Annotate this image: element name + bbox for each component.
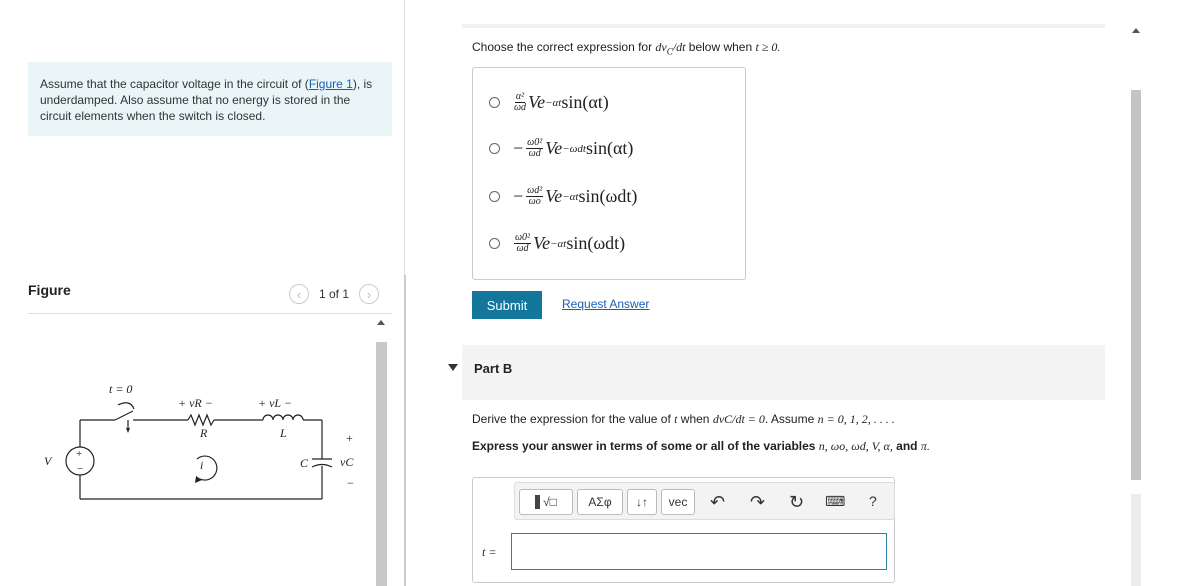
express-and: and	[892, 439, 921, 453]
page-scroll-thumb[interactable]	[1131, 90, 1141, 480]
option-4-radio[interactable]	[489, 238, 500, 249]
greek-button[interactable]: ΑΣφ	[577, 489, 623, 515]
derive-prefix: Derive the expression for the value of	[472, 412, 675, 426]
option-3-trig: sin(ωdt)	[578, 186, 638, 206]
math-toolbar	[514, 482, 895, 520]
part-b-title: Part B	[474, 361, 513, 376]
question-derivative: $dv_C/dt$	[655, 40, 686, 57]
panel-divider-dark	[404, 275, 406, 586]
page-scroll-up-icon[interactable]	[1132, 28, 1140, 33]
option-4-num: ω0²	[515, 232, 531, 243]
option-3-num: ωd²	[527, 185, 543, 196]
option-2-radio[interactable]	[489, 143, 500, 154]
problem-intro	[28, 62, 392, 136]
figure-divider	[28, 313, 392, 314]
option-1-den: ωd	[514, 102, 527, 113]
vr-label: + vR −	[178, 396, 213, 410]
figure-link[interactable]: Figure 1	[308, 77, 353, 91]
question-prefix: Choose the correct expression for	[472, 40, 656, 54]
next-figure-button[interactable]: ›	[359, 284, 379, 304]
express-text: Express your answer in terms of some or all of the variables	[472, 439, 819, 453]
part-a-question	[472, 40, 780, 56]
r-label: R	[200, 426, 208, 440]
question-mid: below when	[685, 40, 756, 54]
answer-input[interactable]	[511, 533, 887, 570]
express-instruction	[472, 439, 930, 454]
help-button[interactable]: ?	[869, 493, 877, 509]
vc-plus: +	[346, 431, 353, 445]
reset-icon[interactable]: ↻	[789, 492, 805, 512]
question-condition: t ≥ 0.	[755, 40, 781, 54]
source-minus: −	[77, 463, 84, 475]
cursor-block-icon	[535, 495, 540, 509]
pager-text: 1 of 1	[319, 287, 350, 301]
option-4-exp: −αt	[550, 237, 567, 250]
option-3-den: ωo	[528, 196, 541, 207]
templates-label: √□	[543, 495, 557, 509]
submit-button[interactable]: Submit	[472, 291, 542, 319]
derive-assume: . Assume	[764, 412, 818, 426]
keyboard-icon[interactable]: ⌨	[825, 493, 846, 509]
option-3-sign: −	[512, 186, 525, 206]
i-label: i	[200, 458, 204, 472]
l-label: L	[280, 426, 287, 440]
collapse-triangle-icon[interactable]	[448, 364, 458, 371]
option-3-fraction	[526, 186, 543, 207]
circuit-diagram	[30, 375, 370, 505]
intro-text-before: Assume that the capacitor voltage in the circuit of (	[40, 77, 309, 91]
option-1-num: α²	[515, 91, 525, 102]
source-plus: +	[76, 448, 83, 460]
option-2-num: ω0²	[527, 137, 543, 148]
figure-scrollbar[interactable]	[374, 318, 389, 586]
option-2[interactable]	[489, 138, 633, 159]
c-label: C	[300, 456, 309, 470]
part-a-header-bar	[462, 24, 1105, 28]
undo-icon[interactable]: ↶	[710, 492, 726, 512]
option-4-body: Ve	[533, 233, 551, 253]
option-1-exp: −αt	[545, 96, 562, 109]
part-b-question	[472, 412, 895, 427]
option-2-fraction	[526, 138, 543, 159]
option-3-exp: −αt	[562, 190, 579, 203]
derive-t: t	[674, 412, 678, 426]
request-answer-link[interactable]: Request Answer	[562, 297, 650, 311]
option-2-body: Ve	[545, 138, 563, 158]
switch-label: t = 0	[109, 382, 133, 396]
vl-label: + vL −	[258, 396, 292, 410]
figure-pager	[289, 284, 379, 304]
figure-title: Figure	[28, 282, 71, 298]
scroll-up-icon[interactable]	[377, 320, 385, 325]
figure-scroll-thumb[interactable]	[376, 342, 387, 586]
derive-condition: dvC/dt = 0	[712, 412, 765, 426]
part-b-header[interactable]	[462, 345, 1105, 400]
vc-minus: −	[347, 476, 354, 490]
option-2-sign: −	[512, 138, 525, 158]
option-1-trig: sin(αt)	[561, 92, 609, 112]
derive-mid: when	[677, 412, 713, 426]
prev-figure-button[interactable]: ‹	[289, 284, 309, 304]
arrows-button[interactable]: ↓↑	[627, 489, 657, 515]
redo-icon[interactable]: ↷	[750, 492, 766, 512]
option-4-fraction	[514, 233, 531, 254]
option-4[interactable]	[489, 233, 625, 254]
option-1-body: Ve	[528, 92, 546, 112]
option-4-den: ωd	[516, 243, 529, 254]
express-pi: π.	[920, 439, 930, 453]
templates-button[interactable]	[519, 489, 573, 515]
intro-text-after: ), is underdamped. Also assume that no energy is stored in the circuit elements when the switch is closed.	[40, 77, 373, 123]
option-4-trig: sin(ωdt)	[566, 233, 626, 253]
option-3-radio[interactable]	[489, 191, 500, 202]
option-2-trig: sin(αt)	[585, 138, 634, 158]
option-2-exp: −ωdt	[562, 142, 586, 155]
page-scrollbar[interactable]	[1130, 24, 1142, 586]
option-3-body: Ve	[545, 186, 563, 206]
option-1[interactable]	[489, 92, 609, 113]
derive-n: n = 0, 1, 2, . . . .	[817, 412, 895, 426]
option-2-den: ωd	[528, 148, 541, 159]
answer-options	[472, 67, 746, 280]
vec-button[interactable]: vec	[661, 489, 695, 515]
express-vars: n, ωo, ωd, V, α,	[818, 439, 893, 453]
answer-label: t =	[482, 545, 497, 559]
option-1-fraction	[514, 92, 526, 113]
option-1-radio[interactable]	[489, 97, 500, 108]
page-scroll-track[interactable]	[1131, 494, 1141, 586]
option-3[interactable]	[489, 186, 637, 207]
v-label: V	[44, 454, 52, 468]
vc-label: vC	[340, 455, 354, 469]
